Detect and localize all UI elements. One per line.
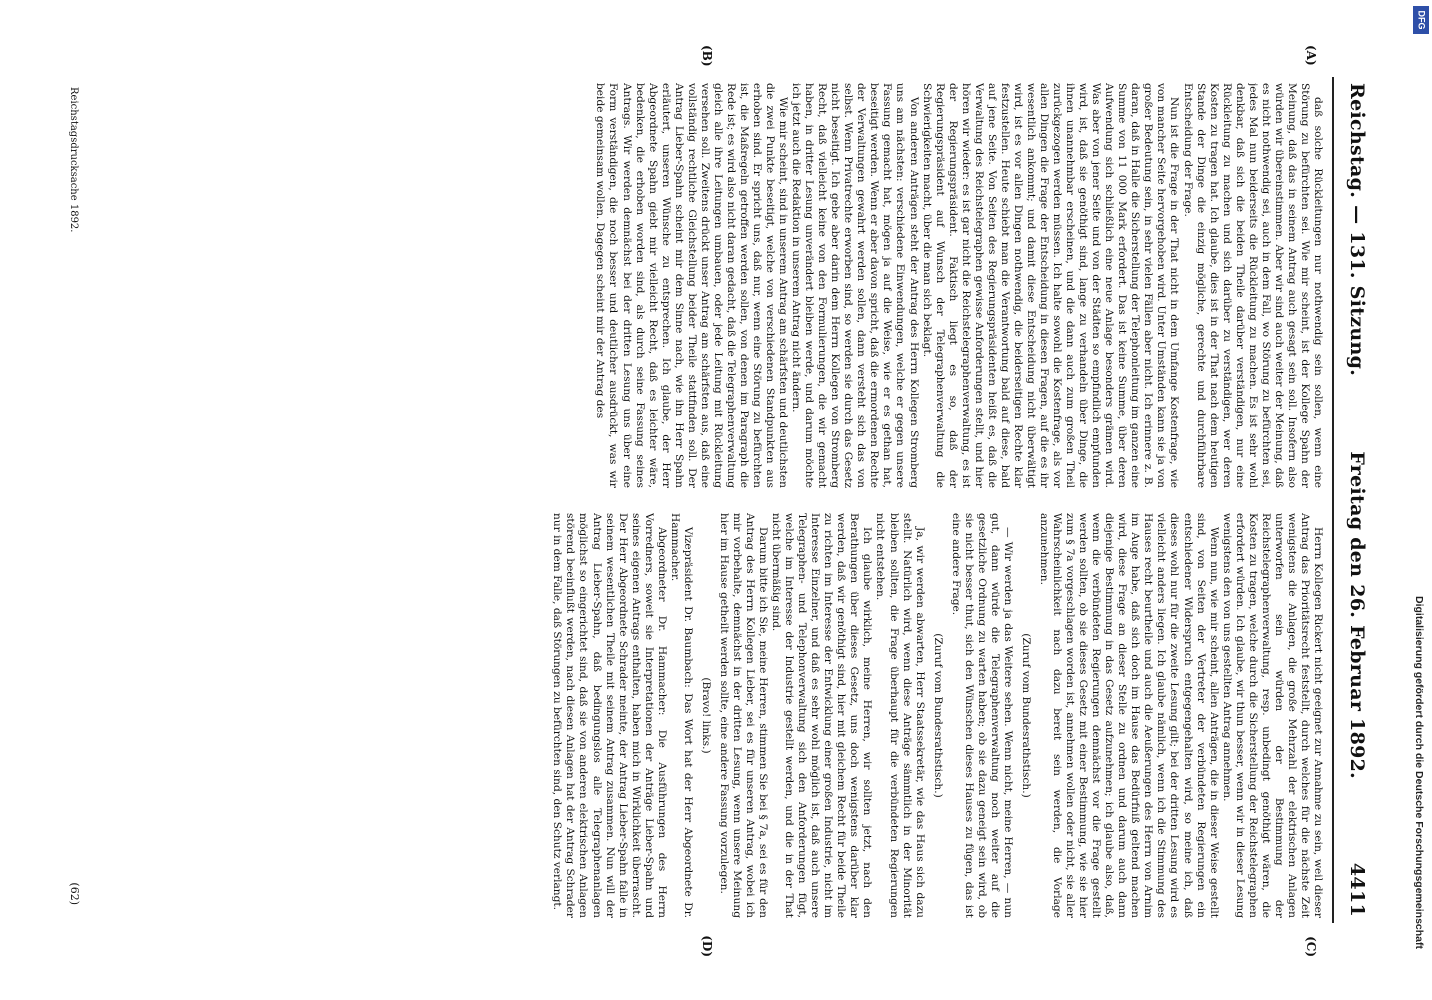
header-date: [1346, 451, 1368, 917]
interjection: (Zuruf vom Bundesrathstisch.): [1019, 633, 1032, 798]
margin-marker-b: (B): [700, 45, 714, 67]
speaker-paragraph: Abgeordneter Dr. Hammacher: Die Ausführungen des Herrn Vorredners, soweit sie Interpretationen der Anträge Lieber-Spahn und seines eigenen Antrags enthalten, haben mich in Wirklichkeit überrascht. Der Herr Abgeordnete Schrader meinte, der Antrag Lieber-Spahn falle in seinem wesentlichen Theile mit seinem Antrag zusammen. Nun will der Antrag Lieber-Spahn, daß bedingungslos alle Telegraphenanlagen möglichst so eingerichtet sind, daß sie von anderen elektrischen Anlagen störend beeinflußt werden, nach diesen Anlagen hat der Antrag Schrader nur in dem Falle, daß Störungen zu befürchten sind, den Schutz verlangt.: [551, 513, 668, 918]
paragraph: Darum bitte ich Sie, meine Herren, stimmen Sie bei § 7a, sei es für den Antrag des Herrn Kollegen Lieber, sei es für unseren Antrag, wobei ich mir vorbehalte, demnächst in der dritten Lesung, wenn unsere Meinung hier im Hause getheilt werden sollte, eine andere Fassung vorzulegen.: [717, 513, 770, 918]
margin-marker-a: (A): [1304, 45, 1318, 66]
left-text-column: [86, 83, 1324, 488]
page-number: 4411: [1346, 862, 1368, 917]
paragraph: Herrn Kollegen Rickert nicht geeignet zur Annahme zu sein, weil dieser Antrag das Prioritätsrecht feststellt, durch welches für die nächste Zeit wenigstens die Anlagen, die große Mehrzahl der elektrischen Anlagen unterworfen sein würden der Bestimmung der Reichstelegraphenverwaltung, resp. unbedingt genöthigt wären, die Kosten zu tragen, welche durch die Sicherstellung der Reichstelegraphen erfordert würden. Ich glaube, wir thun besser, wenn wir in dieser Lesung wenigstens den von uns gestellten Antrag annehmen.: [1220, 513, 1324, 918]
rotated-document-page: [46, 35, 1386, 965]
paragraph: Ich glaube wirklich, meine Herren, wir sollten jetzt, nach den Berathungen über dieses Gesetz, uns doch wenigstens darüber klar werden, daß wir genöthigt sind, hier mit gleichem Recht für beide Theile zu richten im Interesse der Entwicklung einer großen Industrie, nicht im Interesse Einzelner, und daß es sehr wohl möglich ist, daß auch unsere Telegraphen- und Telephonverwaltung sich den Anforderungen fügt, welche im Interesse der Industrie gestellt werden, und die in der That nicht übermäßig sind.: [770, 513, 874, 918]
header-session-title: Reichstag. — 131. Sitzung.: [1346, 83, 1368, 377]
interjection: (Bravo! links.): [699, 677, 712, 754]
digitization-stamp: [1408, 8, 1430, 992]
paragraph: Ja, wir werden abwarten, Herr Staatssekretär, wie das Haus sich dazu stellt. Natürlich wird, wenn diese Anträge sämmtlich in der Minorität bleiben sollten, die Frage überhaupt für die verbündeten Regierungen nicht entstehen.: [874, 513, 926, 918]
paragraph: Von anderen Anträgen steht der Antrag des Herrn Kollegen Stromberg uns am nächsten: verschiedene Einwendungen, welche er gegen unsere Fassung gemacht hat, mögen ja auf die Weise, wie er es gethan hat, beseitigt werden. Wenn er aber davon spricht, daß die ermordenen Rechte der Verwaltungen gewahrt werden sollen, dann versteht sich das von selbst. Wenn Privatrechte erworben sind, so werden sie durch das Gesetz nicht beseitigt. Ich gebe aber darin dem Herrn Kollegen von Stromberg Recht, daß vielleicht keine von den Formulierungen, die wir gemacht haben, in dritter Lesung unverändert bleiben werde, und darum möchte ich jetzt auch die Redaktion in unserem Antrag nicht ändern.: [790, 83, 920, 488]
margin-marker-c: (C): [1304, 936, 1318, 957]
margin-marker-d: (D): [700, 935, 714, 957]
page-header: [1338, 83, 1368, 917]
paragraph: Wenn nun, wie mir scheint, allen Anträgen, die in dieser Weise gestellt sind, von Seiten der Vertreter der verbündeten Regierungen ein entschiedener Widerspruch entgegengehalten wird, so meine ich, daß dieses wohl nur für die zweite Lesung gilt; bei der dritten Lesung wird es vielleicht anders liegen. Ich glaube nämlich, wenn ich die Stimmung des Hauses recht beurtheile und auch die Aeußerungen des Herrn von Arnim im Auge habe, daß sich doch im Hause das Bedürfniß geltend machen wird, diese Frage an dieser Stelle zu ordnen und darum auch dann diejenige Bestimmung in das Gesetz aufzunehmen; ich glaube also, daß, wenn die verbündeten Regierungen demnächst vor die Frage gestellt werden sollten, ob sie dieses Gesetz mit einer Bestimmung, wie sie hier zum § 7a vorgeschlagen worden ist, annehmen wollen oder nicht, sie aller Wahrscheinlichkeit nach dazu bereit sein werden, die Vorlage anzunehmen.: [1038, 513, 1220, 918]
paragraph: daß solche Rückleitungen nur nothwendig sein sollen, wenn eine Störung zu befürchten sei. Wie mir scheint, ist der Kollege Spahn der Meinung, daß das in seinem Antrag auch gesagt sein soll. Insofern also würden wir übereinstimmen. Aber wir sind auch weiter der Meinung, daß es nicht nothwendig sei, auch in dem Fall, wo Störung zu befürchten sei, jedes Mal nun beiderseits die Rückleitung zu machen. Es ist sehr wohl denkbar, daß sich die beiden Theile darüber verständigen, nur eine Rückleitung zu machen und sich darüber zu verständigen, wer deren Kosten zu tragen hat. Ich glaube, dies ist in der That nach dem heutigen Stande der Dinge die einzig mögliche, gerechte und durchführbare Entscheidung der Frage.: [1181, 83, 1324, 488]
interjection: (Zuruf vom Bundesrathstisch.): [931, 633, 944, 798]
right-text-column: [86, 513, 1324, 918]
sheet-mark: (62): [68, 882, 81, 905]
speaker-paragraph: Vizepräsident Dr. Baumbach: Das Wort hat der Herr Abgeordnete Dr. Hammacher.: [668, 513, 694, 918]
paragraph: Wie mir scheint, sind in unserem Antrag am schärfsten und deutlichsten die zwei Punkte beseitigt, welche von verschiedenen Standpunkten aus erhoben sind. Er spricht uns, daß nur, wenn eine Störung zu befürchten ist, die Maßregeln getroffen werden sollen, von denen im Paragraph die Rede ist; es wird also nicht daran gedacht, daß die Telegraphenverwaltung gleich alle ihre Leitungen umbauen, oder jede Leitung mit Rückleitung versehen soll. Zweitens drückt unser Antrag am schärfsten aus, daß eine vollständig rechtliche Gleichstellung beider Theile stattfinden soll. Der Antrag Lieber-Spahn scheint mir dem Sinne nach, wie ihn Herr Spahn erläutert, unseren Wünsche zu entsprechen. Ich glaube, der Herr Abgeordnete Spahn giebt mir vielleicht Recht, daß es leichter wäre, bedenken, die erhoben worden sind, als durch seine Fassung seines Antrags. Wir werden demnächst bei der dritten Lesung uns über eine Form verständigen, die noch besser und deutlicher ausdrückt, was wir beide gemeinsam wollen. Dagegen scheint mir der Antrag des: [594, 83, 790, 488]
dfg-logo-text: DFG: [1416, 10, 1426, 30]
print-note: Reichstagsdrucksache 1892.: [68, 87, 79, 233]
header-date-text: Freitag den 26. Februar 1892.: [1346, 451, 1368, 780]
paragraph: Nun ist die Frage in der That nicht in dem Umfange Kostenfrage, wie von mancher Seite hervorgehoben wird. Unter Umständen kann sie ja von großer Bedeutung sein, in sehr vielen Fällen aber nicht. Ich erinnere z. B. daran, daß in Halle die Sicherstellung der Telephonleitung im ganzen eine Summe von 11 000 Mark erfordert. Das ist keine Summe, über deren Aufwendung sich schließlich eine neue Anlage besonders grämen wird. Was aber von jener Seite und von der Städten so empfindlich empfunden wird, ist, daß sie genöthigt sind, lange zu verhandeln über Dinge, die ihnen unannehmbar erscheinen, und die dann auch zum großen Theil zurückgezogen werden müssen. Ich halte sowohl die Kostenfrage, als vor allen Dingen die Frage der Entscheidung in diesen Fragen, auf die es ihr wesentlich ankommt; und damit diese Entscheidung nicht überwältigt wird, ist es vor allen Dingen nothwendig, die beiderseitigen Rechte klar festzustellen. Heute schiebt man die Verantwortung bald auf diese, bald auf jene Seite. Von Seiten des Regierungspräsidenten heißt es, daß die Verwaltung des Reichstelegraphen gewisse Anforderungen stellt, und hier hören wir wieder: es ist gar nicht die Reichstelegraphenverwaltung, es ist der Regierungspräsident. Faktisch liegt es so, daß der Regierungspräsident auf Wunsch der Telegraphenverwaltung die Schwierigkeiten macht, über die man sich beklagt.: [920, 83, 1181, 488]
dfg-logo: [1413, 6, 1429, 34]
paragraph: — Wir werden ja das Weitere sehen. Wenn nicht, meine Herren, — nun gut, dann würde die Telegraphenverwaltung noch weiter auf die gesetzliche Ordnung zu warten haben; ob sie dazu geneigt sein wird, ob sie nicht besser thut, sich den Wünschen dieses Hauses zu fügen, das ist eine andere Frage.: [949, 513, 1014, 918]
header-rule: [1332, 77, 1334, 923]
stamp-text: Digitalisierung gefördert durch die Deutsche Forschungsgemeinschaft: [1413, 596, 1425, 949]
